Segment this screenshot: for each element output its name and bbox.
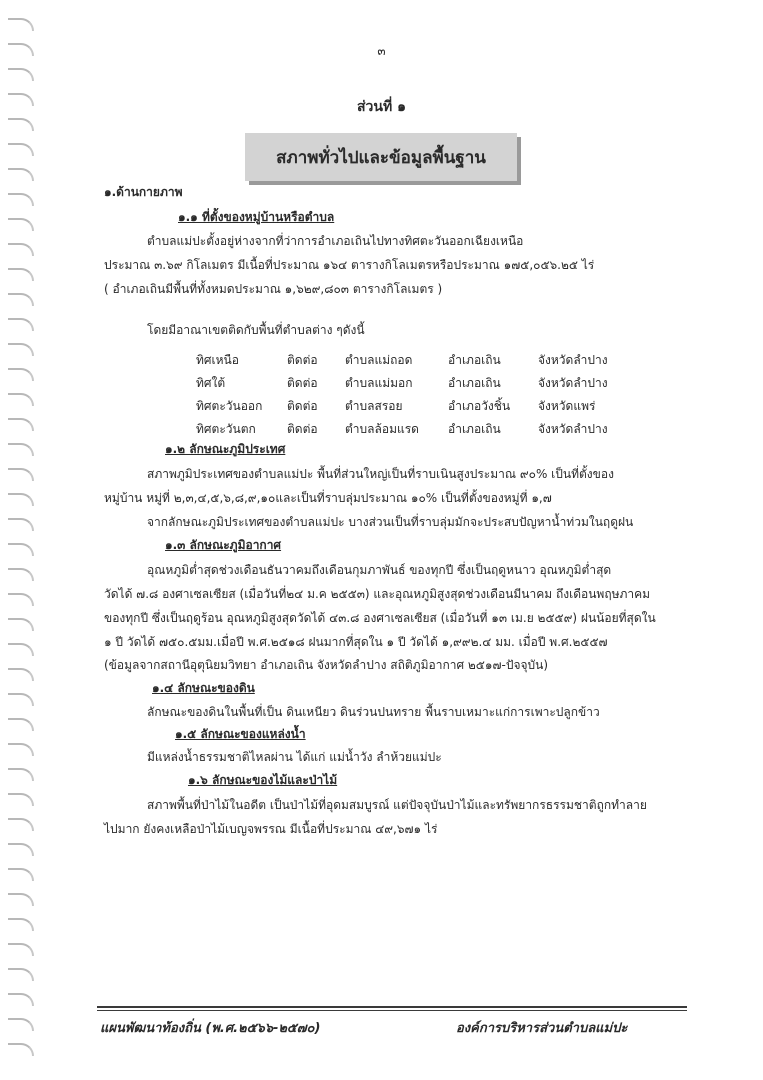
boundary-direction: ทิศตะวันออก bbox=[196, 399, 263, 413]
binder-ring bbox=[8, 68, 34, 81]
boundary-amphoe: อำเภอเถิน bbox=[448, 422, 501, 436]
paragraph-line: ของทุกปี ซึ่งเป็นฤดูร้อน อุณหภูมิสูงสุดวัดได้ ๔๓.๘ องศาเซลเซียส (เมื่อวันที่ ๑๓ เม.ย ๒๕๕๙) ฝนน้อยที่สุดใน bbox=[104, 611, 656, 625]
binder-ring bbox=[8, 1043, 34, 1056]
footer-rule-thin bbox=[97, 1010, 687, 1011]
boundary-amphoe: อำเภอเถิน bbox=[448, 353, 501, 367]
boundary-direction: ทิศใต้ bbox=[196, 376, 226, 390]
binder-ring bbox=[8, 393, 34, 406]
boundary-amphoe: อำเภอวังชิ้น bbox=[448, 399, 511, 413]
footer-organization: องค์การบริหารส่วนตำบลแม่ปะ bbox=[456, 1021, 628, 1036]
page-number: ๓ bbox=[377, 44, 386, 58]
boundary-province: จังหวัดลำปาง bbox=[538, 353, 608, 367]
footer-plan-title: แผนพัฒนาท้องถิ่น (พ.ศ.๒๕๖๖-๒๕๗๐) bbox=[100, 1021, 321, 1036]
paragraph-line: หมู่บ้าน หมู่ที่ ๒,๓,๔,๕,๖,๘,๙,๑๐และเป็นที่ราบลุ่มประมาณ ๑๐% เป็นที่ตั้งของหมู่ที่ ๑,๗ bbox=[104, 491, 552, 505]
binder-ring bbox=[8, 793, 34, 806]
paragraph-line: สภาพภูมิประเทศของตำบลแม่ปะ พื้นที่ส่วนใหญ่เป็นที่ราบเนินสูงประมาณ ๙๐% เป็นที่ตั้งของ bbox=[147, 467, 614, 481]
binder-ring bbox=[8, 943, 34, 956]
subsection-heading: ๑.๔ ลักษณะของดิน bbox=[152, 681, 255, 695]
boundary-adjacent: ติดต่อ bbox=[287, 422, 318, 436]
subsection-heading: ๑.๖ ลักษณะของไม้และป่าไม้ bbox=[188, 773, 338, 787]
subsection-heading: ๑.๓ ลักษณะภูมิอากาศ bbox=[165, 538, 282, 552]
binder-ring bbox=[8, 868, 34, 881]
binder-ring bbox=[8, 468, 34, 481]
section-heading: ๑.ด้านกายภาพ bbox=[104, 185, 183, 199]
binder-ring bbox=[8, 318, 34, 331]
binder-ring bbox=[8, 543, 34, 556]
binder-ring bbox=[8, 368, 34, 381]
paragraph-line: อุณหภูมิต่ำสุดช่วงเดือนธันวาคมถึงเดือนกุมภาพันธ์ ของทุกปี ซึ่งเป็นฤดูหนาว อุณหภูมิต่ำสุด bbox=[147, 563, 612, 577]
boundary-province: จังหวัดลำปาง bbox=[538, 422, 608, 436]
binder-ring bbox=[8, 593, 34, 606]
paragraph-line: ตำบลแม่ปะตั้งอยู่ห่างจากที่ว่าการอำเภอเถินไปทางทิศตะวันออกเฉียงเหนือ bbox=[147, 234, 524, 248]
paragraph-line: สภาพพื้นที่ป่าไม้ในอดีต เป็นป่าไม้ที่อุดมสมบูรณ์ แต่ปัจจุบันป่าไม้และทรัพยากรธรรมชาติถูกทำลาย bbox=[147, 798, 647, 812]
binder-ring bbox=[8, 743, 34, 756]
binder-ring bbox=[8, 443, 34, 456]
boundary-province: จังหวัดแพร่ bbox=[538, 399, 596, 413]
binder-ring bbox=[8, 843, 34, 856]
subsection-heading: ๑.๑ ที่ตั้งของหมู่บ้านหรือตำบล bbox=[178, 210, 335, 224]
binder-ring bbox=[8, 668, 34, 681]
boundary-province: จังหวัดลำปาง bbox=[538, 376, 608, 390]
binder-ring bbox=[8, 518, 34, 531]
paragraph-line: ๑ ปี วัดได้ ๗๕๐.๕มม.เมื่อปี พ.ศ.๒๕๑๘ ฝนมากที่สุดใน ๑ ปี วัดได้ ๑,๙๙๒.๔ มม. เมื่อปี พ.ศ.๒๕๕๗ bbox=[104, 635, 608, 649]
boundary-direction: ทิศตะวันตก bbox=[196, 422, 256, 436]
binder-ring bbox=[8, 168, 34, 181]
binder-ring bbox=[8, 268, 34, 281]
binder-ring bbox=[8, 568, 34, 581]
footer-rule bbox=[97, 1006, 687, 1008]
binder-ring bbox=[8, 618, 34, 631]
boundary-tambon: ตำบลแม่ถอด bbox=[345, 353, 413, 367]
binder-ring bbox=[8, 718, 34, 731]
boundary-amphoe: อำเภอเถิน bbox=[448, 376, 501, 390]
paragraph-line: ประมาณ ๓.๖๙ กิโลเมตร มีเนื้อที่ประมาณ ๑๖๔ ตารางกิโลเมตรหรือประมาณ ๑๗๕,๐๕๖.๒๕ ไร่ bbox=[104, 258, 595, 272]
paragraph-line: มีแหล่งน้ำธรรมชาติไหลผ่าน ได้แก่ แม่น้ำวัง ลำห้วยแม่ปะ bbox=[147, 750, 442, 764]
binder-ring bbox=[8, 293, 34, 306]
paragraph-line: ไปมาก ยังคงเหลือป่าไม้เบญจพรรณ มีเนื้อที่ประมาณ ๔๙,๖๗๑ ไร่ bbox=[104, 822, 438, 836]
boundary-tambon: ตำบลล้อมแรด bbox=[345, 422, 419, 436]
boundary-adjacent: ติดต่อ bbox=[287, 399, 318, 413]
binder-ring bbox=[8, 968, 34, 981]
binder-ring bbox=[8, 118, 34, 131]
binder-ring bbox=[8, 193, 34, 206]
binder-ring bbox=[8, 1018, 34, 1031]
binder-ring bbox=[8, 143, 34, 156]
binder-ring bbox=[8, 818, 34, 831]
paragraph-line: ลักษณะของดินในพื้นที่เป็น ดินเหนียว ดินร่วนปนทราย พื้นราบเหมาะแก่การเพาะปลูกข้าว bbox=[147, 705, 600, 719]
binding-rings bbox=[8, 18, 38, 1068]
subsection-heading: ๑.๕ ลักษณะของแหล่งน้ำ bbox=[175, 727, 306, 741]
binder-ring bbox=[8, 643, 34, 656]
binder-ring bbox=[8, 918, 34, 931]
boundary-adjacent: ติดต่อ bbox=[287, 353, 318, 367]
boundary-intro: โดยมีอาณาเขตติดกับพื้นที่ตำบลต่าง ๆดังนี้ bbox=[147, 323, 365, 337]
binder-ring bbox=[8, 18, 34, 31]
binder-ring bbox=[8, 693, 34, 706]
binder-ring bbox=[8, 343, 34, 356]
paragraph-line: วัดได้ ๗.๘ องศาเซลเซียส (เมื่อวันที่๒๔ ม.ค ๒๕๕๓) และอุณหภูมิสูงสุดช่วงเดือนมีนาคม ถึงเดือนพฤษภาคม bbox=[104, 587, 651, 601]
paragraph-line: จากลักษณะภูมิประเทศของตำบลแม่ปะ บางส่วนเป็นที่ราบลุ่มมักจะประสบปัญหาน้ำท่วมในฤดูฝน bbox=[147, 515, 634, 529]
binder-ring bbox=[8, 243, 34, 256]
part-title: ส่วนที่ ๑ bbox=[357, 99, 406, 115]
binder-ring bbox=[8, 493, 34, 506]
binder-ring bbox=[8, 218, 34, 231]
boundary-direction: ทิศเหนือ bbox=[196, 353, 239, 367]
boundary-tambon: ตำบลแม่มอก bbox=[345, 376, 413, 390]
binder-ring bbox=[8, 893, 34, 906]
binder-ring bbox=[8, 418, 34, 431]
boundary-adjacent: ติดต่อ bbox=[287, 376, 318, 390]
subsection-heading: ๑.๒ ลักษณะภูมิประเทศ bbox=[165, 442, 286, 456]
main-title: สภาพทั่วไปและข้อมูลพื้นฐาน bbox=[245, 133, 517, 181]
boundary-tambon: ตำบลสรอย bbox=[345, 399, 403, 413]
binder-ring bbox=[8, 768, 34, 781]
paragraph-line: ( อำเภอเถินมีพื้นที่ทั้งหมดประมาณ ๑,๖๒๙,๘๐๓ ตารางกิโลเมตร ) bbox=[104, 282, 443, 296]
paragraph-line: (ข้อมูลจากสถานีอุตุนิยมวิทยา อำเภอเถิน จังหวัดลำปาง สถิติภูมิอากาศ ๒๕๑๗-ปัจจุบัน) bbox=[104, 658, 549, 672]
binder-ring bbox=[8, 993, 34, 1006]
